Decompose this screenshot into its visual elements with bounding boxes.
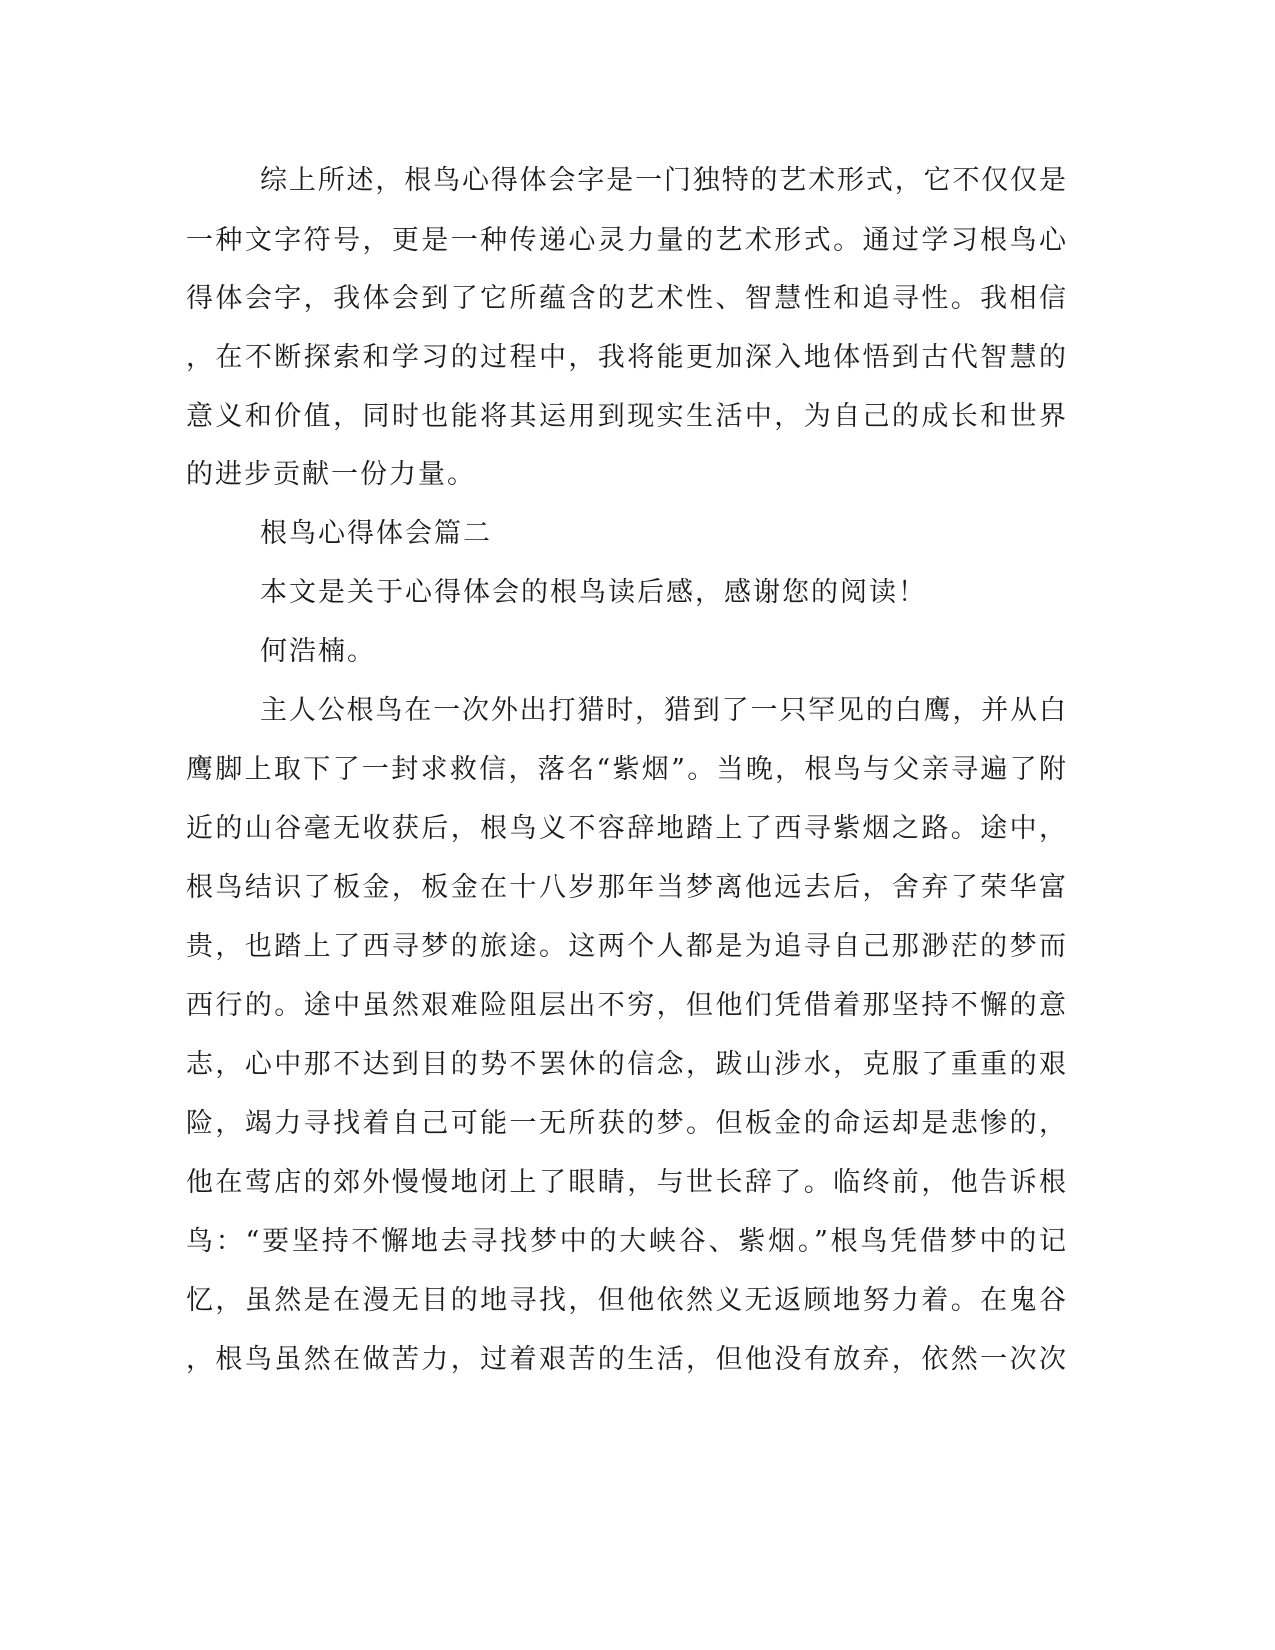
- paragraph-2-line-12: ，根鸟虽然在做苦力，过着艰苦的生活，但他没有放弃，依然一次次: [186, 1344, 1066, 1375]
- paragraph-2-line-3: 近的山谷毫无收获后，根鸟义不容辞地踏上了西寻紫烟之路。途中，: [186, 813, 1066, 844]
- paragraph-2-line-11: 忆，虽然是在漫无目的地寻找，但他依然义无返顾地努力着。在鬼谷: [186, 1285, 1066, 1316]
- paragraph-2-line-7: 志，心中那不达到目的势不罢休的信念，跋山涉水，克服了重重的艰: [186, 1049, 1066, 1080]
- paragraph-2-line-5: 贵，也踏上了西寻梦的旅途。这两个人都是为追寻自己那渺茫的梦而: [186, 931, 1066, 962]
- paragraph-1-line-1: 综上所述，根鸟心得体会字是一门独特的艺术形式，它不仅仅是: [260, 165, 1066, 196]
- paragraph-2-line-9: 他在莺店的郊外慢慢地闭上了眼睛，与世长辞了。临终前，他告诉根: [186, 1167, 1066, 1198]
- intro-note: 本文是关于心得体会的根鸟读后感，感谢您的阅读！: [260, 577, 927, 608]
- paragraph-2-line-2: 鹰脚上取下了一封求救信，落名“紫烟”。当晚，根鸟与父亲寻遍了附: [186, 754, 1066, 785]
- paragraph-2-line-4: 根鸟结识了板金，板金在十八岁那年当梦离他远去后，舍弃了荣华富: [186, 872, 1066, 903]
- author-name: 何浩楠。: [260, 636, 376, 667]
- paragraph-2-line-6: 西行的。途中虽然艰难险阻层出不穷，但他们凭借着那坚持不懈的意: [186, 990, 1066, 1021]
- paragraph-2-line-8: 险，竭力寻找着自己可能一无所获的梦。但板金的命运却是悲惨的，: [186, 1108, 1066, 1139]
- paragraph-1-line-4: ，在不断探索和学习的过程中，我将能更加深入地体悟到古代智慧的: [186, 342, 1066, 373]
- paragraph-2-line-1: 主人公根鸟在一次外出打猎时，猎到了一只罕见的白鹰，并从白: [260, 695, 1066, 726]
- paragraph-1-line-3: 得体会字，我体会到了它所蕴含的艺术性、智慧性和追寻性。我相信: [186, 283, 1066, 314]
- section-heading: 根鸟心得体会篇二: [260, 518, 492, 549]
- paragraph-1-line-2: 一种文字符号，更是一种传递心灵力量的艺术形式。通过学习根鸟心: [186, 225, 1066, 256]
- paragraph-2-line-10: 鸟：“要坚持不懈地去寻找梦中的大峡谷、紫烟。”根鸟凭借梦中的记: [186, 1226, 1066, 1257]
- paragraph-1-line-5: 意义和价值，同时也能将其运用到现实生活中，为自己的成长和世界: [186, 401, 1066, 432]
- paragraph-1-line-6: 的进步贡献一份力量。: [186, 459, 476, 490]
